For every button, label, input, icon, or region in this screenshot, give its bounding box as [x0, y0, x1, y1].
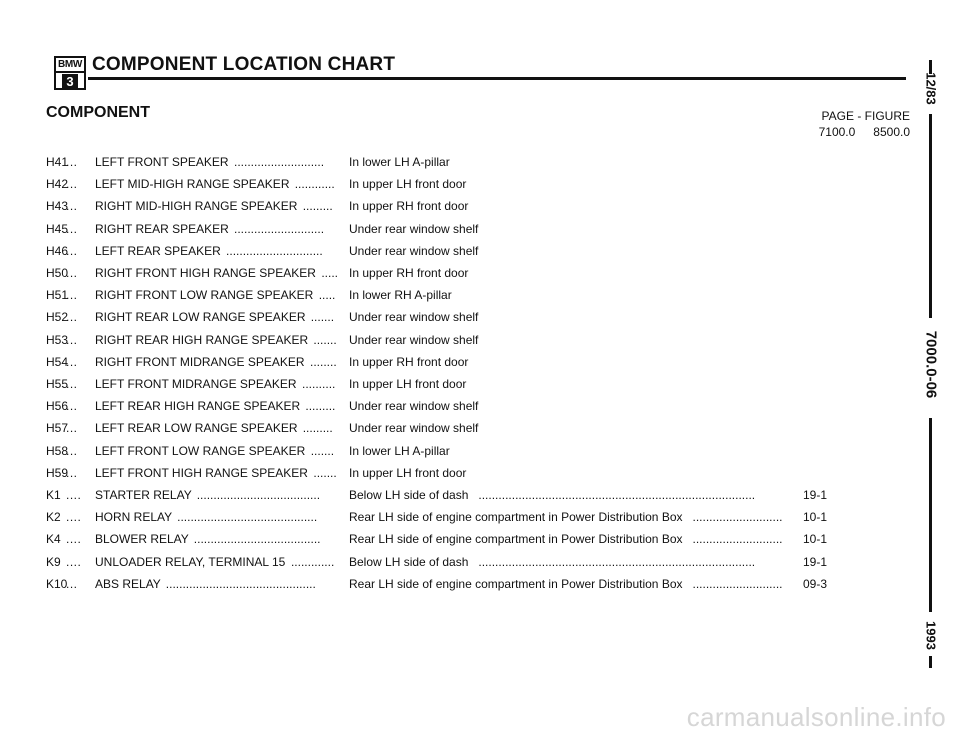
leader-dots: ...................................... — [193, 532, 321, 547]
component-name: RIGHT REAR LOW RANGE SPEAKER — [95, 310, 306, 325]
component-location: Under rear window shelf — [349, 243, 479, 258]
page-number: 7100.0 — [818, 125, 856, 139]
component-location: Under rear window shelf — [349, 310, 479, 325]
page-title: COMPONENT LOCATION CHART — [92, 54, 396, 75]
leader-dots: .... — [66, 510, 82, 525]
component-location: In upper RH front door — [349, 199, 469, 214]
component-name: RIGHT FRONT MIDRANGE SPEAKER — [95, 354, 305, 369]
leader-dots: ... — [66, 332, 78, 347]
leader-dots: ........ — [310, 354, 337, 369]
leader-dots: ..................................... — [196, 488, 321, 502]
component-location: Below LH side of dash — [349, 488, 469, 502]
component-name: LEFT REAR LOW RANGE SPEAKER — [95, 421, 298, 436]
side-rule — [929, 656, 932, 668]
component-code: H43 — [46, 199, 69, 214]
component-name: LEFT MID-HIGH RANGE SPEAKER — [95, 177, 290, 192]
component-code: H46 — [46, 243, 69, 258]
component-location: In lower RH A-pillar — [349, 288, 452, 303]
leader-dots: ... — [66, 177, 78, 192]
component-location: In upper LH front door — [349, 465, 467, 480]
watermark: carmanualsonline.info — [686, 702, 946, 732]
component-code: H54 — [46, 354, 69, 369]
component-code: K2 — [46, 510, 61, 525]
component-code: H50 — [46, 266, 69, 280]
component-name: ABS RELAY — [95, 576, 161, 591]
page-figure-reference: 19-1 — [803, 488, 828, 502]
component-code: H53 — [46, 332, 69, 347]
component-name: BLOWER RELAY — [95, 532, 189, 547]
figure-number: 8500.0 — [873, 125, 910, 139]
leader-dots: ....... — [313, 465, 337, 480]
page-figure-header — [790, 108, 910, 140]
component-location: Rear LH side of engine compartment in Power Distribution Box — [349, 532, 683, 547]
component-name: HORN RELAY — [95, 510, 173, 525]
component-name: RIGHT FRONT HIGH RANGE SPEAKER — [95, 266, 316, 280]
page-figure-reference: 09-3 — [803, 576, 828, 591]
leader-dots: ............................................. — [165, 576, 316, 591]
leader-dots: ........................... — [234, 221, 325, 236]
leader-dots: ... — [66, 199, 78, 214]
leader-dots: .......................................... — [177, 510, 318, 525]
leader-dots: ......... — [305, 399, 336, 414]
leader-dots: .... — [66, 554, 82, 569]
component-name: LEFT FRONT LOW RANGE SPEAKER — [95, 443, 306, 458]
leader-dots: ........................... — [692, 576, 783, 591]
component-name: LEFT REAR HIGH RANGE SPEAKER — [95, 399, 301, 414]
page-figure-reference: 10-1 — [803, 532, 828, 547]
logo-brand-text: BMW — [56, 58, 84, 73]
component-location: Below LH side of dash — [349, 554, 469, 569]
component-heading: COMPONENT — [46, 104, 150, 121]
page-figure-label: PAGE - FIGURE — [821, 109, 910, 123]
title-rule — [88, 77, 906, 80]
component-code: H42 — [46, 177, 69, 192]
leader-dots: ........................... — [234, 155, 325, 169]
component-location: Under rear window shelf — [349, 221, 479, 236]
leader-dots: .......... — [302, 377, 336, 391]
leader-dots: ....... — [310, 310, 335, 325]
leader-dots: ........................... — [692, 510, 783, 525]
leader-dots: ................................................................................... — [478, 488, 756, 502]
leader-dots: ............................. — [226, 243, 323, 258]
leader-dots: ... — [66, 399, 78, 414]
bmw-3-logo — [54, 56, 86, 90]
side-rule — [929, 114, 932, 318]
leader-dots: ... — [66, 576, 78, 591]
component-name: UNLOADER RELAY, TERMINAL 15 — [95, 554, 286, 569]
component-code: H56 — [46, 399, 69, 414]
leader-dots: ........................... — [692, 532, 783, 547]
side-date: 12/83 — [923, 72, 939, 105]
component-code: H52 — [46, 310, 69, 325]
component-code: H58 — [46, 443, 69, 458]
component-name: LEFT REAR SPEAKER — [95, 243, 221, 258]
component-code: H57 — [46, 421, 69, 436]
leader-dots: .... — [66, 532, 82, 547]
side-rule — [929, 418, 932, 612]
leader-dots: ... — [66, 354, 78, 369]
component-code: K4 — [46, 532, 61, 547]
component-name: RIGHT FRONT LOW RANGE SPEAKER — [95, 288, 314, 303]
component-location: Rear LH side of engine compartment in Power Distribution Box — [349, 576, 683, 591]
leader-dots: ... — [66, 421, 78, 436]
component-location: In lower LH A-pillar — [349, 155, 450, 169]
component-location: Rear LH side of engine compartment in Power Distribution Box — [349, 510, 683, 525]
page-figure-reference: 19-1 — [803, 554, 828, 569]
leader-dots: ..... — [318, 288, 336, 303]
component-location: In upper RH front door — [349, 266, 469, 280]
leader-dots: ... — [66, 465, 78, 480]
component-name: RIGHT REAR SPEAKER — [95, 221, 229, 236]
component-name: RIGHT REAR HIGH RANGE SPEAKER — [95, 332, 309, 347]
component-name: RIGHT MID-HIGH RANGE SPEAKER — [95, 199, 298, 214]
leader-dots: ............ — [294, 177, 335, 192]
component-code: H55 — [46, 377, 69, 391]
leader-dots: ... — [66, 155, 78, 169]
component-name: STARTER RELAY — [95, 488, 192, 502]
leader-dots: ... — [66, 310, 78, 325]
leader-dots: ....... — [313, 332, 337, 347]
side-doc-number: 7000.0-06 — [922, 330, 940, 399]
component-name: LEFT FRONT HIGH RANGE SPEAKER — [95, 465, 308, 480]
leader-dots: ... — [66, 377, 78, 391]
component-location: Under rear window shelf — [349, 421, 479, 436]
component-code: K1 — [46, 488, 61, 502]
page-figure-reference: 10-1 — [803, 510, 828, 525]
component-code: H41 — [46, 155, 69, 169]
component-name: LEFT FRONT SPEAKER — [95, 155, 229, 169]
leader-dots: ......... — [302, 421, 333, 436]
leader-dots: ... — [66, 221, 78, 236]
component-code: H51 — [46, 288, 69, 303]
leader-dots: ... — [66, 443, 78, 458]
component-location: Under rear window shelf — [349, 399, 479, 414]
component-location: Under rear window shelf — [349, 332, 479, 347]
leader-dots: ... — [66, 266, 78, 280]
component-code: K9 — [46, 554, 61, 569]
leader-dots: ............. — [290, 554, 335, 569]
component-location: In upper RH front door — [349, 354, 469, 369]
component-location: In lower LH A-pillar — [349, 443, 450, 458]
side-year: 1993 — [923, 621, 939, 650]
component-code: H59 — [46, 465, 69, 480]
leader-dots: ....... — [310, 443, 335, 458]
leader-dots: ... — [66, 288, 78, 303]
component-location: In upper LH front door — [349, 377, 467, 391]
logo-series-text: 3 — [62, 74, 78, 89]
component-name: LEFT FRONT MIDRANGE SPEAKER — [95, 377, 297, 391]
component-code: H45 — [46, 221, 69, 236]
leader-dots: ................................................................................... — [478, 554, 756, 569]
leader-dots: ... — [66, 243, 78, 258]
component-location: In upper LH front door — [349, 177, 467, 192]
component-code: K10 — [46, 576, 68, 591]
leader-dots: .... — [66, 488, 82, 502]
leader-dots: ..... — [321, 266, 339, 280]
leader-dots: ......... — [302, 199, 333, 214]
